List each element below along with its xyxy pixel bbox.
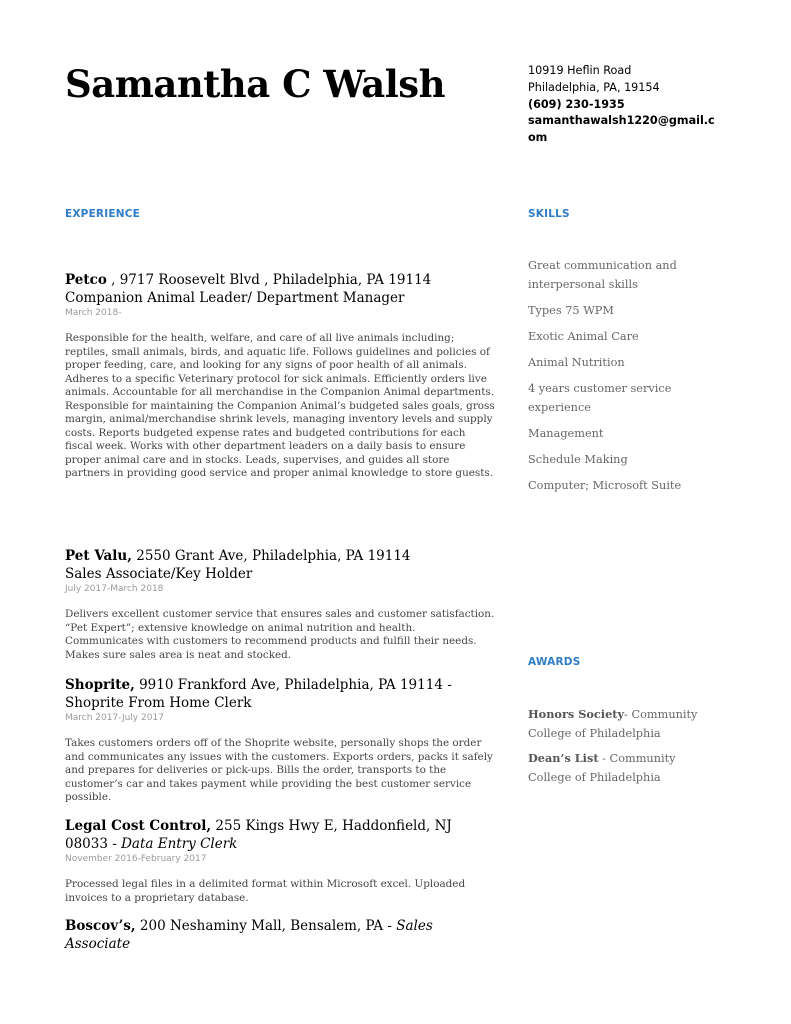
skills-heading: SKILLS: [528, 208, 570, 220]
skill-item: Management: [528, 427, 604, 440]
job-location: , 9717 Roosevelt Blvd , Philadelphia, PA 19114: [106, 272, 432, 288]
award-title: Dean’s List: [528, 751, 599, 765]
job-role: Sales Associate/Key Holder: [65, 566, 253, 582]
contact-block: [528, 63, 715, 147]
skill-item: Exotic Animal Care: [528, 330, 639, 343]
company-name: Shoprite,: [65, 677, 135, 693]
job-dates: July 2017-March 2018: [65, 584, 164, 594]
skill-item: 4 years customer service experience: [528, 382, 672, 414]
job-dates: November 2016-February 2017: [65, 854, 207, 864]
experience-heading: EXPERIENCE: [65, 208, 140, 220]
award-detail: - Community College of Philadelphia: [528, 708, 698, 740]
awards-heading: AWARDS: [528, 656, 581, 668]
job-description: Delivers excellent customer service that ensures sales and customer satisfaction. “Pet Expert”; extensive knowledge on animal nutrition and health. Communicates with customers to recommend products and fulfill their needs. Makes sure sales area is neat and stocked.: [65, 608, 495, 661]
email-address[interactable]: samanthawalsh1220@gmail.c om: [528, 114, 715, 145]
company-name: Legal Cost Control,: [65, 818, 212, 834]
job-role: Sales Associate: [65, 918, 433, 952]
job-heading: [65, 271, 495, 289]
job-description: Responsible for the health, welfare, and care of all live animals including; reptiles, small animals, birds, and aquatic life. Follows guidelines and policies of proper feeding, care, and looking for any signs of poor health of all animals. Adheres to a specific Veterinary protocol for sick animals. Efficiently orders live animals. Accountable for all merchandise in the Companion Animal departments. Responsible for maintaining the Companion Animal’s budgeted sales goals, gross margin, animal/merchandise shrink levels, managing inventory levels and supply costs. Reports budgeted expense rates and budgeted contributions for each fiscal week. Works with other department leaders on a daily basis to ensure proper animal care and in stocks. Leads, supervises, and guides all store partners in providing good service and proper animal knowledge to store guests.: [65, 332, 495, 479]
job-heading: [65, 817, 495, 853]
skill-item: Great communication and interpersonal skills: [528, 259, 677, 291]
job-entry-pet-valu: [65, 547, 495, 662]
job-location: 9910 Frankford Ave, Philadelphia, PA 19114 - Shoprite From Home Clerk: [65, 677, 452, 711]
job-description: Processed legal files in a delimited format within Microsoft excel. Uploaded invoices to a proprietary database.: [65, 878, 466, 904]
award-title: Honors Society: [528, 707, 625, 721]
skill-item: Computer; Microsoft Suite: [528, 479, 682, 492]
address-line-1: 10919 Heflin Road: [528, 64, 632, 77]
skill-item: Schedule Making: [528, 453, 628, 466]
job-entry-boscovs: [65, 917, 495, 953]
job-role: Companion Animal Leader/ Department Manager: [65, 290, 405, 306]
job-entry-legal-cost-control: [65, 817, 495, 905]
skills-list: [528, 256, 718, 502]
job-location: 200 Neshaminy Mall, Bensalem, PA -: [135, 918, 397, 934]
skill-item: Types 75 WPM: [528, 304, 614, 317]
skill-item: Animal Nutrition: [528, 356, 625, 369]
job-role: Data Entry Clerk: [121, 836, 238, 852]
job-location: 255 Kings Hwy E, Haddonfield, NJ 08033 -: [65, 818, 452, 852]
company-name: Pet Valu,: [65, 548, 132, 564]
company-name: Boscov’s,: [65, 918, 136, 934]
job-heading: [65, 547, 495, 565]
resume-name: Samantha C Walsh: [65, 62, 445, 106]
job-dates: March 2018-: [65, 308, 122, 318]
award-detail: - Community College of Philadelphia: [528, 752, 676, 784]
phone-number: (609) 230-1935: [528, 97, 625, 111]
job-heading: [65, 917, 495, 953]
job-heading: [65, 676, 495, 712]
job-entry-shoprite: [65, 676, 495, 805]
job-location: 2550 Grant Ave, Philadelphia, PA 19114: [131, 548, 411, 564]
address-line-2: Philadelphia, PA, 19154: [528, 80, 660, 94]
job-description: Takes customers orders off of the Shoprite website, personally shops the order and communicates any issues with the customers. Exports orders, packs it safely and prepares for deliveries or pick-ups. Bills the order, transports to the customer’s car and takes payment while providing the best customer service possible.: [65, 737, 493, 803]
awards-list: [528, 705, 718, 793]
award-item: [528, 705, 718, 743]
job-entry-petco: [65, 271, 495, 481]
company-name: Petco: [65, 272, 107, 288]
job-dates: March 2017-July 2017: [65, 713, 164, 723]
award-item: [528, 749, 718, 787]
